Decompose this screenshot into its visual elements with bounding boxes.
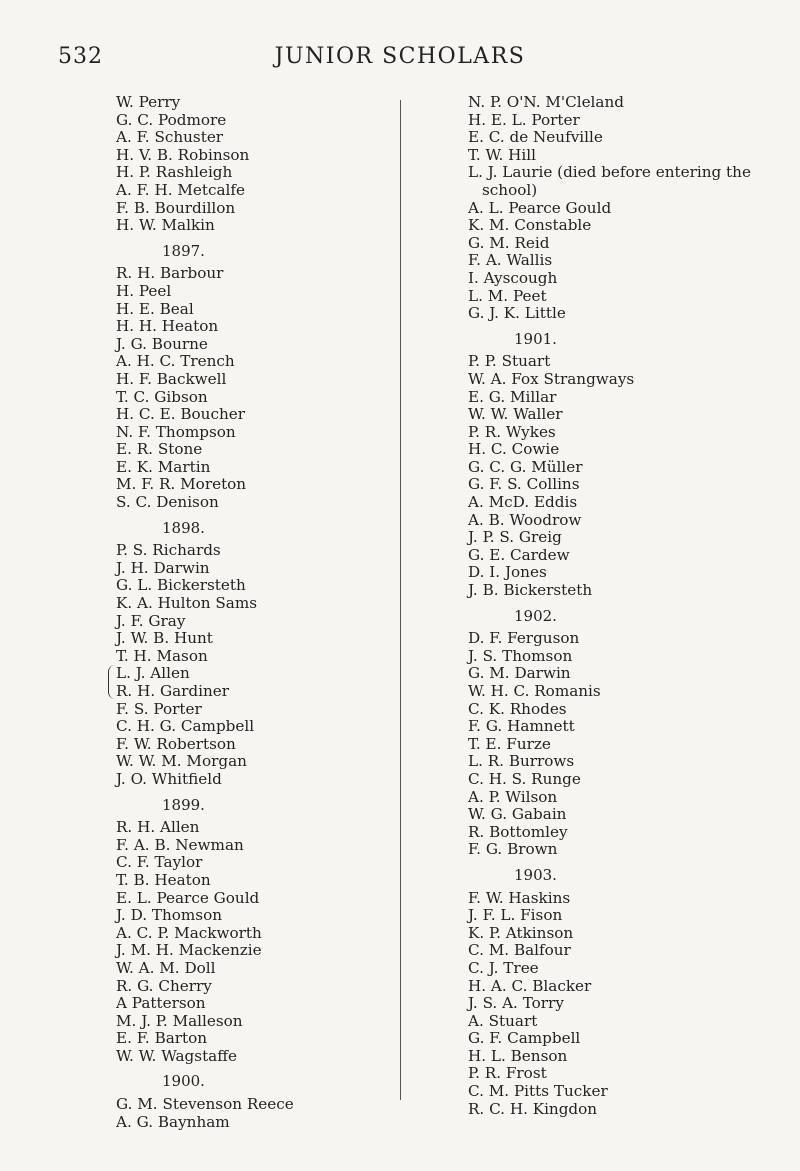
- scholar-name: P. S. Richards: [116, 541, 221, 560]
- year-heading: 1897.: [162, 241, 205, 260]
- scholar-name: F. W. Robertson: [116, 734, 236, 753]
- scholar-name: F. G. Hamnett: [468, 717, 575, 736]
- scholar-name: J. F. Gray: [116, 611, 186, 630]
- scholar-name: H. C. Cowie: [468, 440, 560, 459]
- name-group: [468, 630, 790, 859]
- scholar-name: P. R. Frost: [468, 1064, 547, 1083]
- year-heading: 1899.: [162, 795, 205, 814]
- scholar-name: E. R. Stone: [116, 440, 203, 459]
- scholar-name: L. J. Laurie (died before entering the school): [468, 163, 751, 199]
- scholar-name: J. S. Thomson: [468, 646, 573, 665]
- scholar-name: H. E. L. Porter: [468, 110, 580, 129]
- scholar-name: C. F. Taylor: [116, 853, 203, 872]
- scholar-name: H. E. Beal: [116, 299, 194, 318]
- scholar-name: F. A. B. Newman: [116, 835, 244, 854]
- column-divider: [400, 100, 401, 1100]
- name-group: [116, 665, 386, 700]
- scholar-name: A. P. Wilson: [468, 787, 558, 806]
- scholar-name: G. C. Podmore: [116, 110, 227, 129]
- scholar-name: F. B. Bourdillon: [116, 198, 236, 217]
- year-heading: 1902.: [514, 606, 557, 625]
- name-group: [468, 94, 790, 323]
- scholar-name: W. A. M. Doll: [116, 958, 216, 977]
- scholar-name: G. F. Campbell: [468, 1029, 581, 1048]
- scholar-name: E. G. Millar: [468, 387, 557, 406]
- scholar-name: W. H. C. Romanis: [468, 682, 601, 700]
- scholar-name: A. G. Baynham: [116, 1112, 230, 1131]
- scholar-name: M. F. R. Moreton: [116, 475, 247, 494]
- scholar-name: G. F. S. Collins: [468, 475, 580, 494]
- scholar-name: H. V. B. Robinson: [116, 145, 250, 164]
- scholar-name: J. H. Darwin: [116, 558, 210, 577]
- scholar-name: H. C. E. Boucher: [116, 405, 245, 424]
- scholar-name: R. C. H. Kingdon: [468, 1099, 598, 1118]
- left-column: [116, 94, 386, 1131]
- page-number: 532: [58, 44, 103, 69]
- scholar-name: A Patterson: [116, 994, 206, 1013]
- scholar-name: L. J. Allen: [116, 664, 190, 683]
- scholar-name: F. G. Brown: [468, 840, 558, 859]
- scholar-name: E. K. Martin: [116, 457, 211, 476]
- scholar-name: A. McD. Eddis: [468, 493, 578, 512]
- scholar-name: P. R. Wykes: [468, 422, 556, 441]
- right-column: [468, 94, 790, 1118]
- scholar-name: G. M. Stevenson Reece: [116, 1095, 294, 1114]
- scholar-name: E. L. Pearce Gould: [116, 888, 260, 907]
- name-group: [116, 542, 386, 665]
- year-heading: 1901.: [514, 329, 557, 348]
- scholar-name: J. S. A. Torry: [468, 994, 564, 1013]
- scholar-name: F. A. Wallis: [468, 251, 553, 270]
- scholar-name: G. L. Bickersteth: [116, 576, 246, 595]
- scholar-name: I. Ayscough: [468, 268, 558, 287]
- year-heading: 1900.: [162, 1072, 205, 1091]
- scholar-name: G. M. Darwin: [468, 664, 571, 683]
- name-group: [116, 819, 386, 1065]
- scholar-name: J. F. L. Fison: [468, 906, 563, 925]
- scholar-name: J. D. Thomson: [116, 906, 223, 925]
- scholar-name: F. W. Haskins: [468, 888, 571, 907]
- scholar-name: R. Bottomley: [468, 822, 568, 841]
- scholar-name: G. C. G. Müller: [468, 457, 583, 476]
- name-group: [116, 701, 386, 789]
- name-group: [468, 353, 790, 599]
- scholar-name: G. M. Reid: [468, 233, 550, 252]
- year-heading: 1903.: [514, 865, 557, 884]
- scholar-name: N. F. Thompson: [116, 422, 236, 441]
- scholar-name: J. P. S. Greig: [468, 528, 562, 547]
- scholar-name: K. M. Constable: [468, 216, 592, 235]
- scholar-name: C. K. Rhodes: [468, 699, 567, 718]
- scholar-name: P. P. Stuart: [468, 352, 551, 371]
- name-group: [116, 94, 386, 235]
- scholar-name: L. R. Burrows: [468, 752, 575, 771]
- scholar-name: J. M. H. Mackenzie: [116, 941, 262, 960]
- scholar-name: E. C. de Neufville: [468, 128, 603, 147]
- scholar-name: G. E. Cardew: [468, 545, 570, 564]
- scholar-name: N. P. O'N. M'Cleland: [468, 93, 624, 111]
- scholar-name: W. W. Wagstaffe: [116, 1046, 238, 1065]
- scholar-name: R. H. Barbour: [116, 264, 224, 283]
- year-heading: 1898.: [162, 518, 205, 537]
- scholar-name: K. P. Atkinson: [468, 923, 574, 942]
- scholar-name: A. H. C. Trench: [116, 352, 235, 371]
- scholar-name: L. M. Peet: [468, 286, 547, 305]
- scholar-name: A. F. H. Metcalfe: [116, 180, 246, 199]
- scholar-name: A. F. Schuster: [116, 128, 224, 147]
- scholar-name: H. Peel: [116, 281, 172, 300]
- scholar-name: R. H. Allen: [116, 818, 200, 837]
- scholar-name: C. H. S. Runge: [468, 769, 581, 788]
- scholar-name: H. P. Rashleigh: [116, 163, 233, 182]
- scholar-name: T. B. Heaton: [116, 870, 211, 889]
- scholar-name: C. M. Balfour: [468, 941, 571, 960]
- scholar-name: T. H. Mason: [116, 646, 208, 665]
- scholar-name: M. J. P. Malleson: [116, 1011, 243, 1030]
- scholar-name: R. G. Cherry: [116, 976, 212, 995]
- scholar-name: A. Stuart: [468, 1011, 538, 1030]
- scholar-name: J. O. Whitfield: [116, 769, 222, 788]
- scholar-name: W. G. Gabain: [468, 805, 567, 824]
- name-group: [468, 890, 790, 1119]
- scholar-name: T. C. Gibson: [116, 387, 208, 406]
- scholar-name: C. J. Tree: [468, 958, 539, 977]
- scholar-name: H. L. Benson: [468, 1046, 568, 1065]
- scholar-name: J. G. Bourne: [116, 334, 208, 353]
- scholar-name: W. Perry: [116, 93, 181, 111]
- page-title: JUNIOR SCHOLARS: [274, 44, 526, 69]
- scholar-name: E. F. Barton: [116, 1029, 208, 1048]
- scholar-name: W. W. M. Morgan: [116, 752, 247, 771]
- page-header: [0, 44, 800, 74]
- scholar-name: H. A. C. Blacker: [468, 976, 592, 995]
- scholar-name: R. H. Gardiner: [116, 682, 230, 700]
- scholar-name: J. W. B. Hunt: [116, 629, 213, 648]
- scholar-name: D. F. Ferguson: [468, 629, 580, 648]
- name-group: [116, 265, 386, 511]
- scholar-name: W. A. Fox Strangways: [468, 369, 635, 388]
- scholar-name: A. L. Pearce Gould: [468, 198, 612, 217]
- scholar-name: W. W. Waller: [468, 405, 563, 424]
- scholar-name: K. A. Hulton Sams: [116, 594, 258, 613]
- scholar-name: D. I. Jones: [468, 563, 547, 582]
- scholar-name: A. C. P. Mackworth: [116, 923, 262, 942]
- scholar-name: T. W. Hill: [468, 145, 536, 164]
- scholar-name: J. B. Bickersteth: [468, 581, 593, 600]
- scholar-name: T. E. Furze: [468, 734, 551, 753]
- scholar-name: G. J. K. Little: [468, 304, 566, 323]
- scholar-name: H. H. Heaton: [116, 317, 219, 336]
- scholar-name: A. B. Woodrow: [468, 510, 582, 529]
- scholar-name: S. C. Denison: [116, 493, 219, 512]
- scholar-name: H. F. Backwell: [116, 369, 227, 388]
- scholar-name: C. M. Pitts Tucker: [468, 1082, 608, 1101]
- scholar-name: F. S. Porter: [116, 699, 202, 718]
- scholar-name: C. H. G. Campbell: [116, 717, 255, 736]
- scholar-name: H. W. Malkin: [116, 216, 215, 235]
- brace-mark: [108, 665, 115, 699]
- name-group: [116, 1096, 386, 1131]
- bracketed-names: [116, 665, 386, 700]
